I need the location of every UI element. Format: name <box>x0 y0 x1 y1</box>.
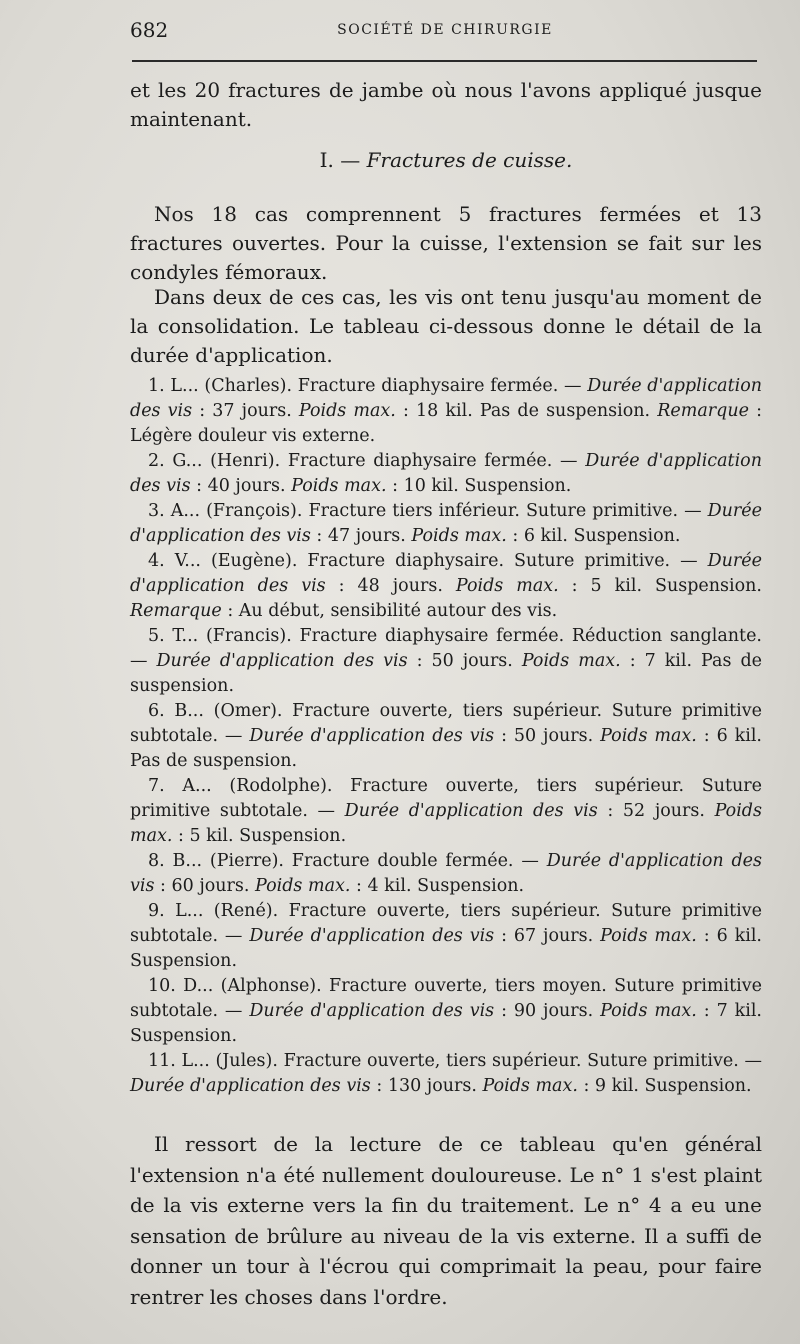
case-weight-label: Poids max. <box>482 1076 578 1096</box>
case-entry <box>130 974 762 1049</box>
case-text: 6. B... (Omer). Fracture ouverte, tiers supérieur. Suture primitive subtotale. — <box>130 701 762 746</box>
case-entry <box>130 774 762 849</box>
case-weight: : 7 kil. Suspension. <box>130 1001 762 1046</box>
case-duration: : 37 jours. <box>192 401 299 421</box>
case-weight: : 7 kil. Pas de suspension. <box>130 651 763 696</box>
case-text: 4. V... (Eugène). Fracture diaphysaire. Suture primitive. — <box>148 551 708 571</box>
running-title: SOCIÉTÉ DE CHIRURGIE <box>337 22 553 38</box>
case-weight: : 9 kil. Suspension. <box>577 1076 752 1096</box>
case-weight-label: Poids max. <box>600 726 697 746</box>
page-header <box>130 14 760 48</box>
case-weight-label: Poids max. <box>600 926 697 946</box>
header-rule <box>132 60 757 62</box>
case-duration-label: Durée d'application des vis <box>156 651 408 671</box>
case-remark: : Au début, sensibilité autour des vis. <box>221 601 558 621</box>
case-weight: : 5 kil. Suspension. <box>558 576 762 596</box>
case-weight: : 18 kil. Pas de suspension. <box>395 401 658 421</box>
case-duration-label: Durée d'application des vis <box>130 1076 371 1096</box>
case-text: 7. A... (Rodolphe). Fracture ouverte, tiers supérieur. Suture primitive subtotale. — <box>130 776 762 821</box>
case-weight-label: Poids max. <box>600 1001 697 1021</box>
case-duration-label: Durée d'application des vis <box>130 551 762 596</box>
intro-paragraph: et les 20 fractures de jambe où nous l'avons appliqué jusque maintenant. <box>130 78 762 131</box>
case-text: 11. L... (Jules). Fracture ouverte, tiers supérieur. Suture primitive. — <box>148 1051 762 1071</box>
section-title: Fractures de cuisse. <box>366 148 573 172</box>
case-weight: : 6 kil. Pas de suspension. <box>130 726 762 771</box>
case-entry <box>130 624 762 699</box>
case-text: 1. L... (Charles). Fracture diaphysaire fermée. — <box>148 376 588 396</box>
case-weight: : 5 kil. Suspension. <box>172 826 347 846</box>
case-weight: : 10 kil. Suspension. <box>386 476 572 496</box>
case-text: 10. D... (Alphonse). Fracture ouverte, tiers moyen. Suture primitive subtotale. — <box>130 976 762 1021</box>
case-entry <box>130 549 762 624</box>
section-heading <box>130 148 762 172</box>
case-list <box>130 374 762 1099</box>
case-text: 5. T... (Francis). Fracture diaphysaire fermée. Réduction sanglante. — <box>130 626 762 671</box>
case-text: 3. A... (François). Fracture tiers inférieur. Suture primitive. — <box>148 501 708 521</box>
case-duration: : 47 jours. <box>310 526 412 546</box>
case-duration: : 40 jours. <box>190 476 292 496</box>
case-remark-label: Remarque <box>130 601 222 621</box>
case-weight-label: Poids max. <box>455 576 559 596</box>
case-duration: : 52 jours. <box>597 801 715 821</box>
case-text: 8. B... (Pierre). Fracture double fermée. — <box>148 851 547 871</box>
section-numeral: I. — <box>319 148 361 172</box>
closing-paragraph: Il ressort de la lecture de ce tableau qu'en général l'extension n'a été nullement douloureuse. Le n° 1 s'est plaint de la vis externe vers la fin du traitement. Le n° 4 a eu une sensation de brûlure au niveau de la vis externe. Il a suffi de donner un tour à l'écrou qui comprimait la peau, pour faire rentrer les choses dans l'ordre. <box>130 1132 762 1309</box>
paragraph-consolidation: Dans deux de ces cas, les vis ont tenu jusqu'au moment de la consolidation. Le tableau ci-dessous donne le détail de la durée d'application. <box>130 285 762 367</box>
case-weight-label: Poids max. <box>130 801 762 846</box>
case-duration-label: Durée d'application des vis <box>130 501 762 546</box>
case-duration-label: Durée d'application des vis <box>249 926 495 946</box>
case-duration-label: Durée d'application des vis <box>130 451 762 496</box>
case-weight-label: Poids max. <box>411 526 507 546</box>
case-entry <box>130 699 762 774</box>
case-remark-label: Remarque <box>657 401 749 421</box>
case-duration-label: Durée d'application des vis <box>249 1001 495 1021</box>
case-duration: : 60 jours. <box>154 876 256 896</box>
case-entry <box>130 1049 762 1099</box>
page-number: 682 <box>130 18 169 42</box>
case-entry <box>130 374 762 449</box>
case-duration: : 50 jours. <box>494 726 601 746</box>
case-duration: : 48 jours. <box>325 576 456 596</box>
case-weight-label: Poids max. <box>255 876 351 896</box>
case-weight: : 6 kil. Suspension. <box>506 526 681 546</box>
paragraph-cases-summary: Nos 18 cas comprennent 5 fractures fermées et 13 fractures ouvertes. Pour la cuisse, l'extension se fait sur les condyles fémoraux. <box>130 202 762 284</box>
case-duration-label: Durée d'application des vis <box>249 726 495 746</box>
case-entry <box>130 449 762 499</box>
case-weight-label: Poids max. <box>521 651 621 671</box>
case-entry <box>130 899 762 974</box>
case-duration: : 130 jours. <box>370 1076 483 1096</box>
case-weight: : 6 kil. Suspension. <box>130 926 762 971</box>
case-duration-label: Durée d'application des vis <box>130 851 763 896</box>
case-duration: : 67 jours. <box>494 926 601 946</box>
case-text: 2. G... (Henri). Fracture diaphysaire fermée. — <box>148 451 586 471</box>
case-entry <box>130 849 762 899</box>
case-duration-label: Durée d'application des vis <box>344 801 598 821</box>
case-remark: : Légère douleur vis externe. <box>130 401 762 446</box>
case-duration: : 90 jours. <box>494 1001 601 1021</box>
case-weight-label: Poids max. <box>298 401 396 421</box>
case-weight: : 4 kil. Suspension. <box>350 876 525 896</box>
case-entry <box>130 499 762 549</box>
case-duration-label: Durée d'application des vis <box>130 376 762 421</box>
case-text: 9. L... (René). Fracture ouverte, tiers supérieur. Suture primitive subtotale. — <box>130 901 762 946</box>
case-weight-label: Poids max. <box>291 476 387 496</box>
case-duration: : 50 jours. <box>407 651 522 671</box>
